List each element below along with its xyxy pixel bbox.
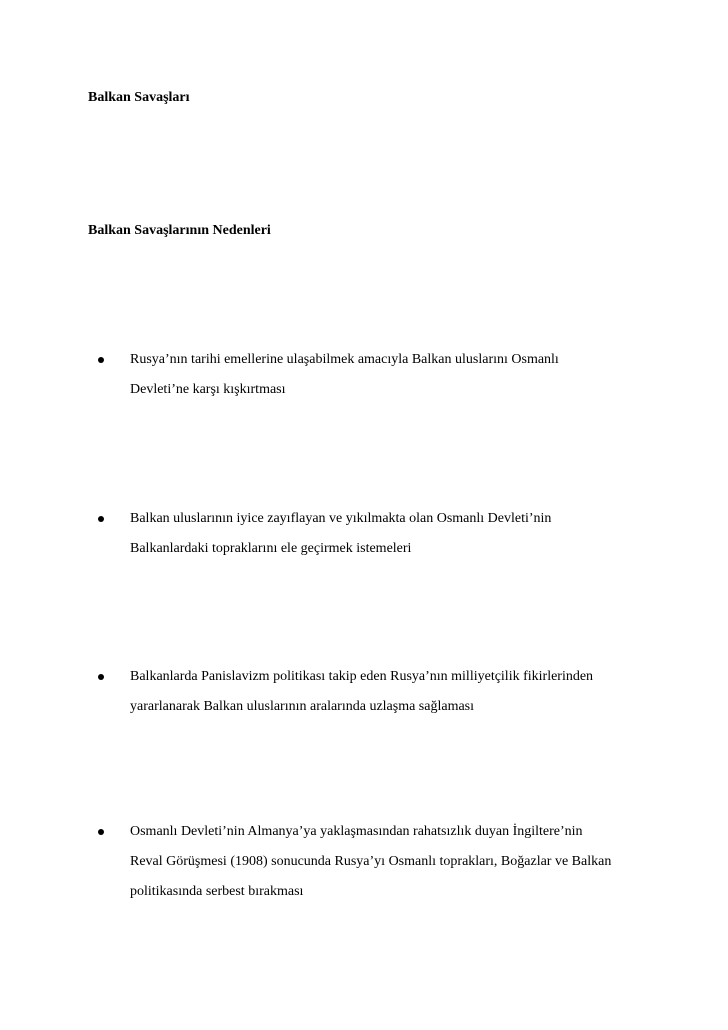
bullet-icon (96, 350, 108, 380)
list-item-text (130, 662, 660, 722)
list-item-text (130, 504, 660, 564)
list-item-line: yararlanarak Balkan uluslarının aralarında uzlaşma sağlaması (130, 699, 475, 714)
section-heading: Balkan Savaşlarının Nedenleri (88, 223, 271, 238)
list-item-line: Devleti’ne karşı kışkırtması (130, 382, 286, 397)
list-item-text (130, 345, 660, 405)
list-item-line: Osmanlı Devleti’nin Almanya’ya yaklaşmasından rahatsızlık duyan İngiltere’nin (130, 824, 583, 839)
list-item-line: politikasında serbest bırakması (130, 884, 304, 899)
list-item-line: Rusya’nın tarihi emellerine ulaşabilmek amacıyla Balkan uluslarını Osmanlı (130, 352, 559, 367)
bullet-icon (96, 667, 108, 697)
list-item-text (130, 817, 660, 907)
bullet-icon (96, 822, 108, 852)
list-item-line: Balkanlarda Panislavizm politikası takip eden Rusya’nın milliyetçilik fikirlerinden (130, 669, 594, 684)
bullet-icon (96, 509, 108, 539)
list-item-line: Reval Görüşmesi (1908) sonucunda Rusya’yı Osmanlı toprakları, Boğazlar ve Balkan (130, 854, 612, 869)
list-item-line: Balkanlardaki topraklarını ele geçirmek istemeleri (130, 541, 412, 556)
list-item-line: Balkan uluslarının iyice zayıflayan ve yıkılmakta olan Osmanlı Devleti’nin (130, 511, 552, 526)
document-title: Balkan Savaşları (88, 90, 190, 105)
